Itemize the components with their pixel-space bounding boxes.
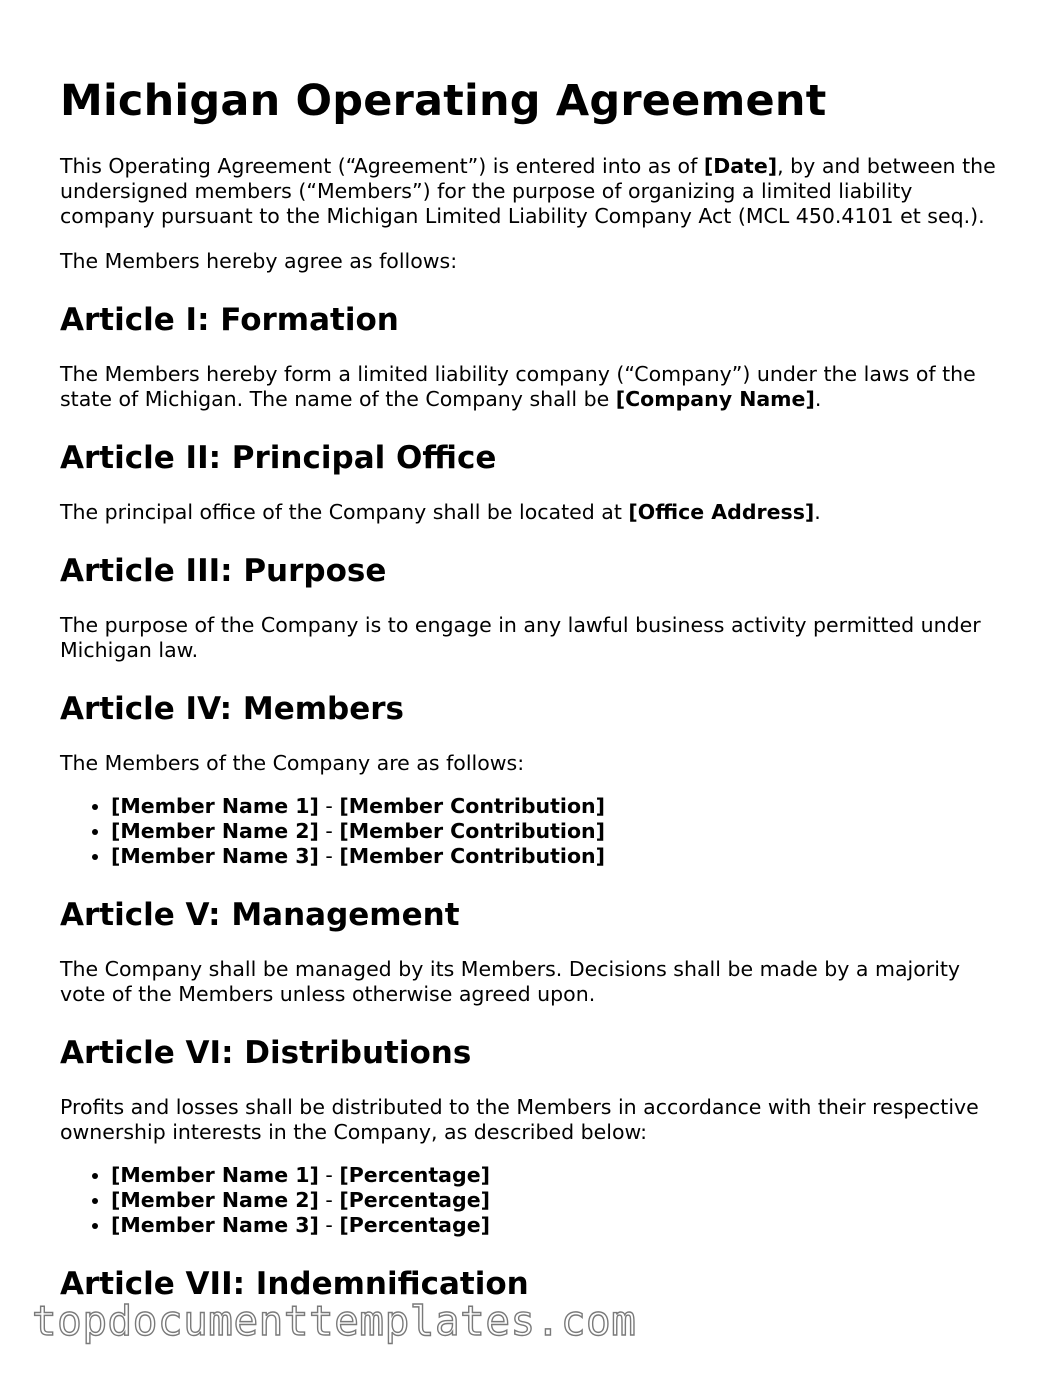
page-title: Michigan Operating Agreement — [60, 76, 827, 126]
member-contribution: [Member Contribution] — [339, 844, 605, 868]
article-5 — [60, 895, 1000, 1007]
lead-paragraph: The Members hereby agree as follows: — [60, 249, 458, 273]
article-5-text: The Company shall be managed by its Members. Decisions shall be made by a majority vote of the Members unless otherwise agreed upon. — [60, 957, 961, 1006]
article-2 — [60, 438, 1000, 525]
member-name: [Member Name 1] — [111, 1163, 319, 1187]
member-contribution: [Member Contribution] — [339, 819, 605, 843]
article-6-heading: Article VI: Distributions — [60, 1035, 472, 1071]
article-5-heading: Article V: Management — [60, 897, 460, 933]
article-6-text: Profits and losses shall be distributed to the Members in accordance with their respective ownership interests in the Company, as described below: — [60, 1095, 979, 1144]
list-item — [111, 1213, 1000, 1238]
member-name: [Member Name 1] — [111, 794, 319, 818]
intro-text-cont: , by and between the undersigned members (“Members”) for the purpose of organizing a limited liability company pursuant to the Michigan Limited Liability Company Act (MCL 450.4101 et seq.). — [60, 154, 996, 228]
article-3 — [60, 551, 1000, 663]
member-contribution: [Member Contribution] — [339, 794, 605, 818]
date-field: [Date] — [703, 154, 778, 178]
list-item — [111, 1188, 1000, 1213]
document — [60, 72, 1000, 1326]
member-name: [Member Name 3] — [111, 1213, 319, 1237]
article-3-heading: Article III: Purpose — [60, 553, 387, 589]
list-item — [111, 844, 1000, 869]
separator: - — [318, 844, 340, 868]
separator: - — [318, 819, 340, 843]
article-2-end: . — [814, 500, 821, 524]
article-4-text: The Members of the Company are as follows: — [60, 751, 525, 775]
article-4-heading: Article IV: Members — [60, 691, 404, 727]
separator: - — [318, 1163, 340, 1187]
article-2-heading: Article II: Principal Office — [60, 440, 497, 476]
separator: - — [318, 794, 340, 818]
distribution-list — [60, 1163, 1000, 1238]
article-1-body: The Members hereby form a limited liability company (“Company”) under the laws of the state of Michigan. The name of the Company shall be — [60, 362, 976, 411]
member-name: [Member Name 2] — [111, 1188, 319, 1212]
company-name-field: [Company Name] — [615, 387, 815, 411]
article-4 — [60, 689, 1000, 869]
article-1-text — [60, 362, 1000, 412]
list-item — [111, 1163, 1000, 1188]
list-item — [111, 819, 1000, 844]
member-percentage: [Percentage] — [339, 1213, 490, 1237]
member-percentage: [Percentage] — [339, 1188, 490, 1212]
article-6 — [60, 1033, 1000, 1238]
intro-paragraph — [60, 154, 1000, 229]
article-7-heading: Article VII: Indemnification — [60, 1266, 529, 1302]
article-1-heading: Article I: Formation — [60, 302, 399, 338]
member-name: [Member Name 2] — [111, 819, 319, 843]
watermark: topdocumenttemplates.com — [32, 1297, 637, 1345]
separator: - — [318, 1213, 340, 1237]
separator: - — [318, 1188, 340, 1212]
member-name: [Member Name 3] — [111, 844, 319, 868]
intro-text: This Operating Agreement (“Agreement”) is entered into as of — [60, 154, 704, 178]
members-list — [60, 794, 1000, 869]
article-3-text: The purpose of the Company is to engage in any lawful business activity permitted under Michigan law. — [60, 613, 981, 662]
article-1 — [60, 300, 1000, 412]
office-address-field: [Office Address] — [628, 500, 815, 524]
member-percentage: [Percentage] — [339, 1163, 490, 1187]
article-2-text — [60, 500, 1000, 525]
list-item — [111, 794, 1000, 819]
article-1-end: . — [814, 387, 822, 411]
article-2-body: The principal office of the Company shall be located at — [60, 500, 629, 524]
